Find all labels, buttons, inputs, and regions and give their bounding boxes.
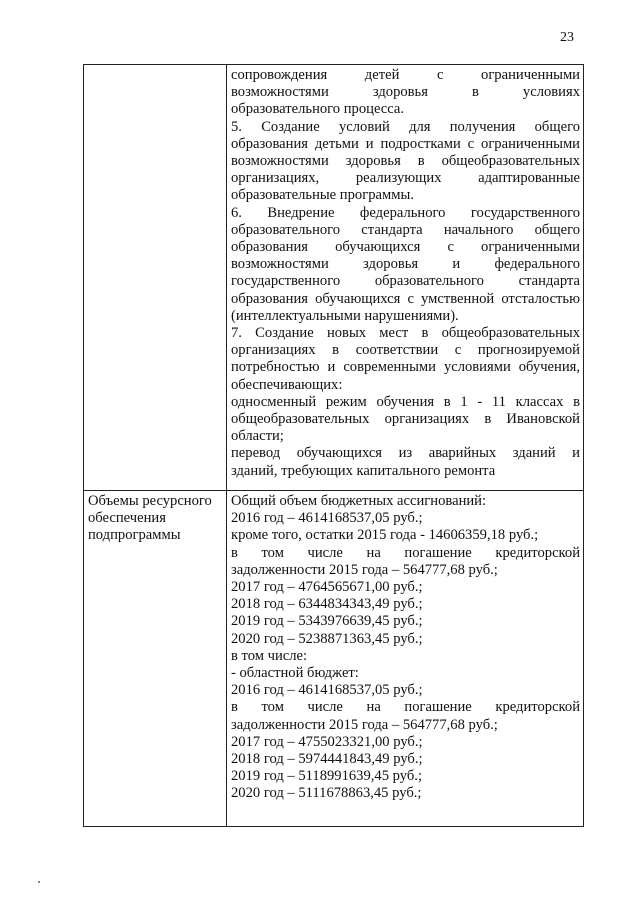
text-line: образования детьми и подростками с ограниченными xyxy=(231,135,580,152)
text-line: общеобразовательных организациях в Ивановской xyxy=(231,411,580,428)
page-number: 23 xyxy=(560,30,574,45)
table-row xyxy=(84,65,584,491)
text-line: 2018 год – 5974441843,49 руб.; xyxy=(231,751,423,768)
text-line: кроме того, остатки 2015 года - 14606359,18 руб.; xyxy=(231,527,539,544)
text-line: 2018 год – 6344834343,49 руб.; xyxy=(231,596,423,613)
text-line: зданий, требующих капитального ремонта xyxy=(231,462,496,479)
text-line: государственного образовательного стандарта xyxy=(231,273,580,290)
text-line: организациях в соответствии с прогнозируемой xyxy=(231,342,580,359)
text-line: 2020 год – 5111678863,45 руб.; xyxy=(231,785,422,802)
text-line: в том числе на погашение кредиторской xyxy=(231,699,580,716)
text-line: - областной бюджет: xyxy=(231,665,359,682)
text-line: образования обучающихся с ограниченными xyxy=(231,239,580,256)
text-line: задолженности 2015 года – 564777,68 руб.; xyxy=(231,716,498,733)
label-cell xyxy=(84,65,227,491)
content-cell xyxy=(227,65,584,491)
text-line: области; xyxy=(231,428,284,445)
text-line: 7. Создание новых мест в общеобразовательных xyxy=(231,325,580,342)
text-line: сопровождения детей с ограниченными xyxy=(231,67,580,83)
text-line: 2019 год – 5343976639,45 руб.; xyxy=(231,613,423,630)
text-line: 2016 год – 4614168537,05 руб.; xyxy=(231,510,423,527)
row-label-line: подпрограммы xyxy=(88,527,181,544)
text-line: потребностью и современными условиями обучения, xyxy=(231,359,580,376)
text-line: (интеллектуальными нарушениями). xyxy=(231,307,459,324)
text-line: образовательного стандарта начального общего xyxy=(231,221,580,238)
text-line: 2017 год – 4755023321,00 руб.; xyxy=(231,733,423,750)
text-line: возможностями здоровья в условиях xyxy=(231,84,580,101)
content-cell xyxy=(227,491,584,827)
text-line: 2019 год – 5118991639,45 руб.; xyxy=(231,768,423,785)
text-line: возможностями здоровья в общеобразовательных xyxy=(231,153,580,170)
text-line: Общий объем бюджетных ассигнований: xyxy=(231,493,487,509)
row-label-line: Объемы ресурсного xyxy=(88,493,212,509)
text-line: 6. Внедрение федерального государственного xyxy=(231,204,580,221)
text-line: односменный режим обучения в 1 - 11 классах в xyxy=(231,393,580,410)
text-line: 2016 год – 4614168537,05 руб.; xyxy=(231,682,423,699)
text-line: задолженности 2015 года – 564777,68 руб.; xyxy=(231,561,498,578)
text-line: в том числе на погашение кредиторской xyxy=(231,544,580,561)
row-label-line: обеспечения xyxy=(88,510,166,527)
text-line: перевод обучающихся из аварийных зданий и xyxy=(231,445,580,462)
text-line: 5. Создание условий для получения общего xyxy=(231,118,580,135)
subprogram-passport-table xyxy=(83,64,584,827)
scan-speck xyxy=(38,881,40,883)
text-line: обеспечивающих: xyxy=(231,376,343,393)
text-line: организациях, реализующих адаптированные xyxy=(231,170,580,187)
text-line: 2020 год – 5238871363,45 руб.; xyxy=(231,630,423,647)
table-row xyxy=(84,491,584,827)
text-line: 2017 год – 4764565671,00 руб.; xyxy=(231,579,423,596)
text-line: образования обучающихся с умственной отсталостью xyxy=(231,290,580,307)
text-line: образовательного процесса. xyxy=(231,101,405,118)
label-cell xyxy=(84,491,227,827)
text-line: возможностями здоровья и федерального xyxy=(231,256,580,273)
text-line: в том числе: xyxy=(231,647,308,664)
text-line: образовательные программы. xyxy=(231,187,414,204)
